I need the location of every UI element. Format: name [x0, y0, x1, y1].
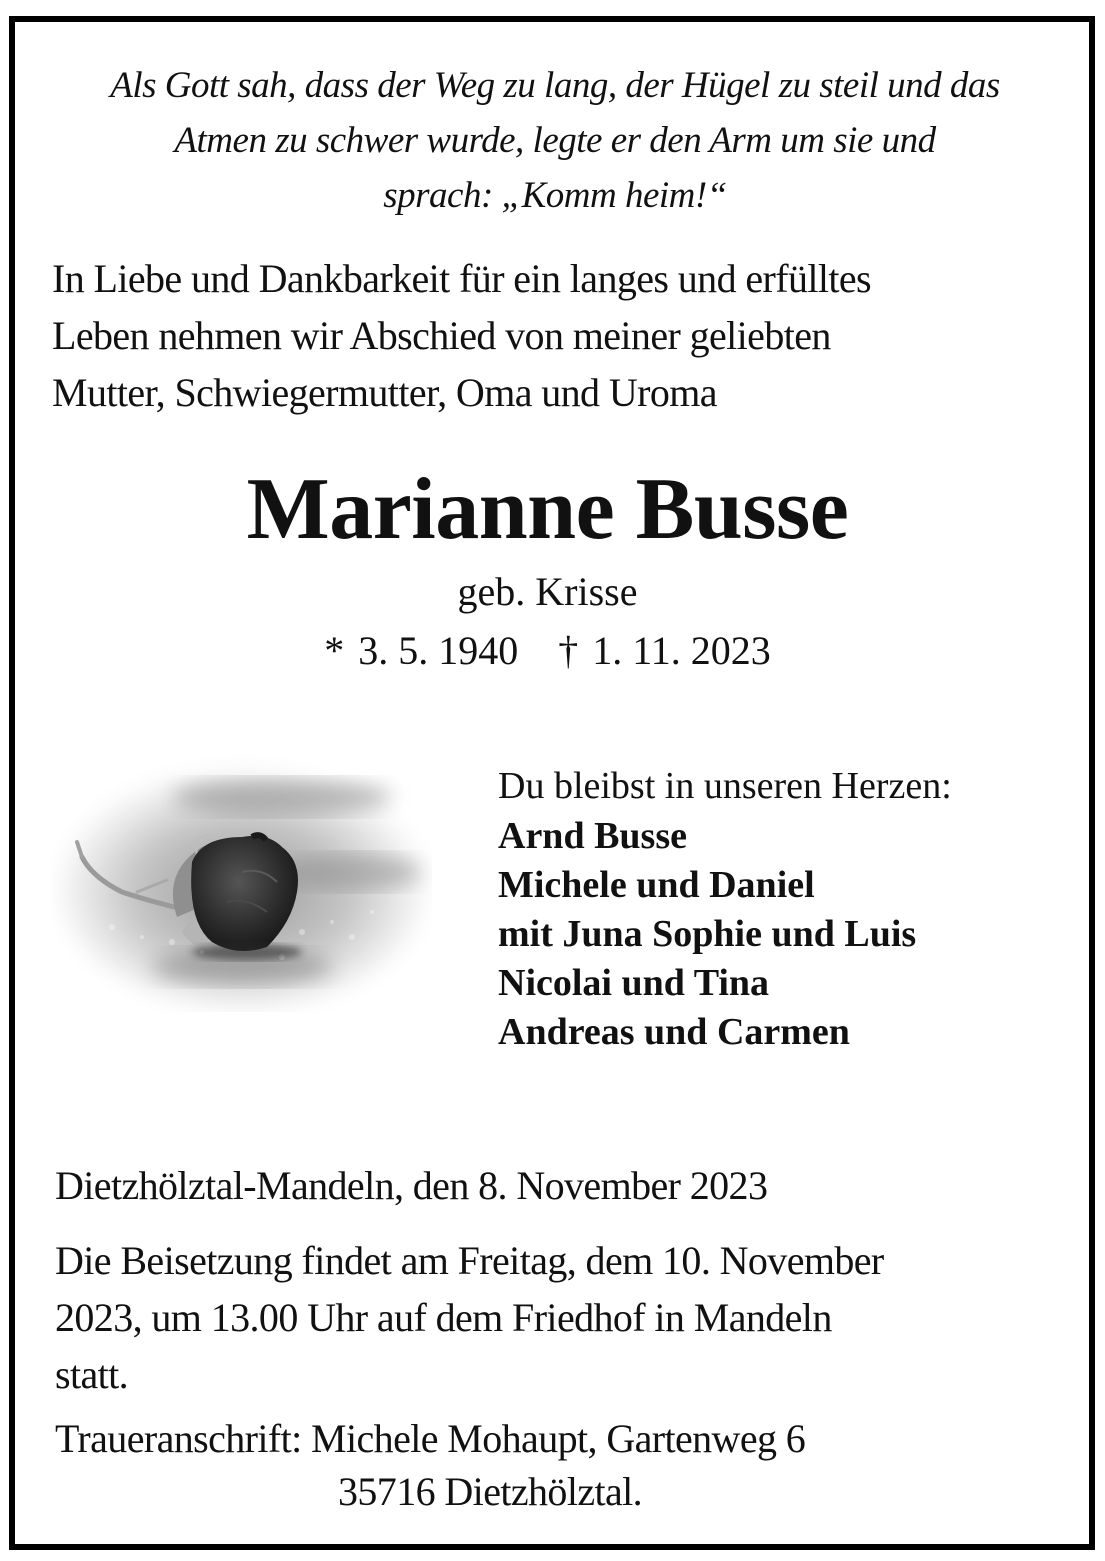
funeral-details: [55, 1232, 1055, 1403]
death-date: 1. 11. 2023: [592, 628, 771, 673]
motto-line: Als Gott sah, dass der Weg zu lang, der Hügel zu steil und das: [110, 65, 1000, 106]
survivor-name: Michele und Daniel: [498, 864, 815, 906]
survivor-name: mit Juna Sophie und Luis: [498, 913, 917, 955]
rose-icon: [52, 752, 432, 1012]
maiden-name: geb. Krisse: [457, 569, 638, 614]
intro-line: Leben nehmen wir Abschied von meiner geliebten: [52, 313, 831, 358]
death-cross-icon: †: [558, 628, 579, 673]
deceased-name: Marianne Busse: [246, 461, 849, 558]
mourning-address: [55, 1412, 1055, 1518]
motto-line: sprach: „Komm heim!“: [383, 175, 727, 216]
survivor-name: Nicolai und Tina: [498, 962, 770, 1004]
funeral-line: statt.: [55, 1352, 129, 1397]
survivor-name: Andreas und Carmen: [498, 1011, 850, 1053]
funeral-line: Die Beisetzung findet am Freitag, dem 10. November: [55, 1238, 884, 1283]
survivor-name: Arnd Busse: [498, 815, 687, 857]
intro-line: In Liebe und Dankbarkeit für ein langes und erfülltes: [52, 256, 872, 301]
address-line: 35716 Dietzhölztal.: [338, 1469, 643, 1514]
life-dates: [0, 626, 1095, 676]
motto-line: Atmen zu schwer wurde, legte er den Arm um sie und: [174, 120, 936, 161]
birth-date: 3. 5. 1940: [358, 628, 519, 673]
address-line: Traueranschrift: Michele Mohaupt, Gartenweg 6: [55, 1416, 806, 1461]
funeral-line: 2023, um 13.00 Uhr auf dem Friedhof in Mandeln: [55, 1295, 832, 1340]
birth-star-icon: *: [324, 628, 345, 673]
survivors-heading: Du bleibst in unseren Herzen:: [498, 765, 952, 807]
intro-paragraph: [52, 250, 1052, 421]
place-and-date: Dietzhölztal-Mandeln, den 8. November 2023: [55, 1163, 768, 1208]
motto-quote: [40, 58, 1070, 223]
intro-line: Mutter, Schwiegermutter, Oma und Uroma: [52, 370, 717, 415]
survivors-block: [498, 760, 1058, 1057]
